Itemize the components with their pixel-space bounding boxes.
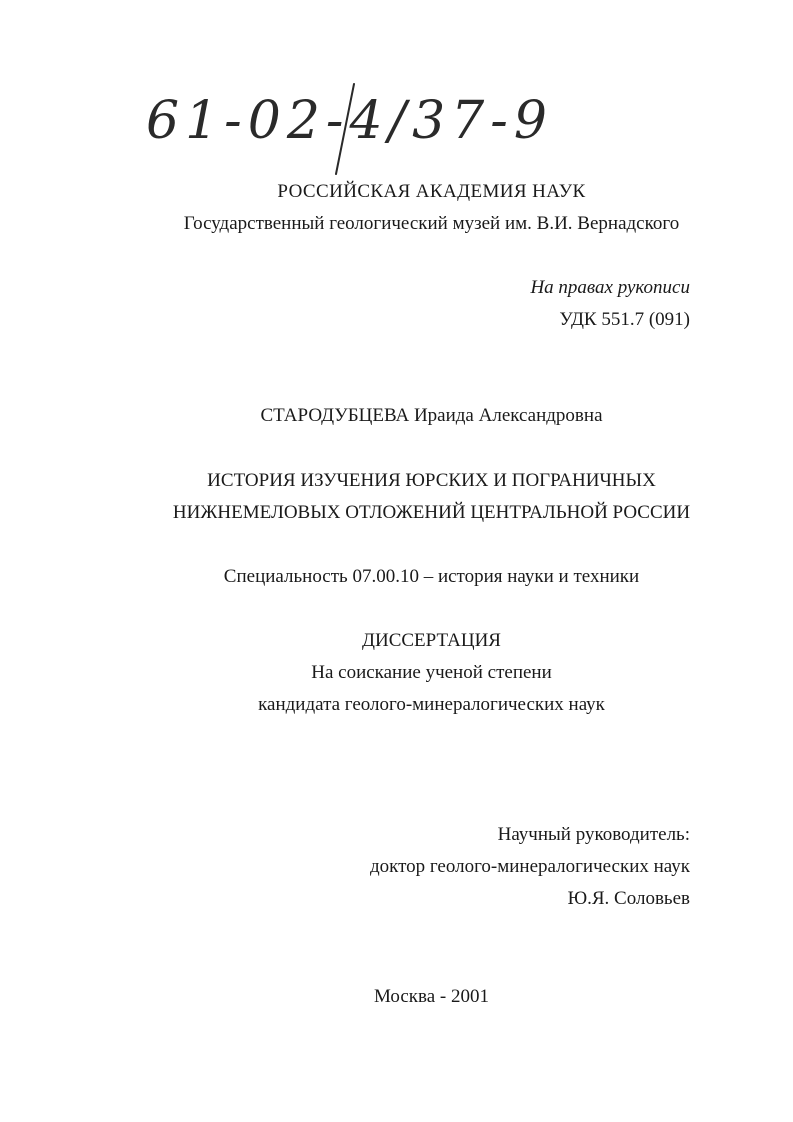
specialty: Специальность 07.00.10 – история науки и техники — [223, 566, 640, 587]
degree-line-2: кандидата геолого-минералогических наук — [258, 694, 605, 715]
dissertation-heading: ДИССЕРТАЦИЯ — [362, 630, 501, 651]
handwritten-archive-number — [140, 78, 560, 178]
supervisor-name: Ю.Я. Соловьев — [567, 888, 690, 909]
museum-name: Государственный геологический музей им. В.И. Вернадского — [183, 213, 680, 234]
handwritten-number-text: 61-02-4/37-9 — [146, 91, 553, 151]
academy-name: РОССИЙСКАЯ АКАДЕМИЯ НАУК — [277, 181, 586, 202]
udc-code: УДК 551.7 (091) — [559, 309, 690, 330]
degree-line-1: На соискание ученой степени — [311, 662, 552, 683]
manuscript-rights-note: На правах рукописи — [530, 277, 690, 298]
title-line-1: ИСТОРИЯ ИЗУЧЕНИЯ ЮРСКИХ И ПОГРАНИЧНЫХ — [207, 470, 656, 491]
city-year: Москва - 2001 — [373, 986, 490, 1007]
title-line-2: НИЖНЕМЕЛОВЫХ ОТЛОЖЕНИЙ ЦЕНТРАЛЬНОЙ РОССИИ — [172, 502, 691, 523]
author-given-names: Ираида Александровна — [413, 405, 603, 426]
author-surname: СТАРОДУБЦЕВА — [260, 405, 410, 426]
supervisor-label: Научный руководитель: — [497, 824, 690, 845]
author-name — [0, 405, 793, 427]
supervisor-degree: доктор геолого-минералогических наук — [369, 856, 690, 877]
